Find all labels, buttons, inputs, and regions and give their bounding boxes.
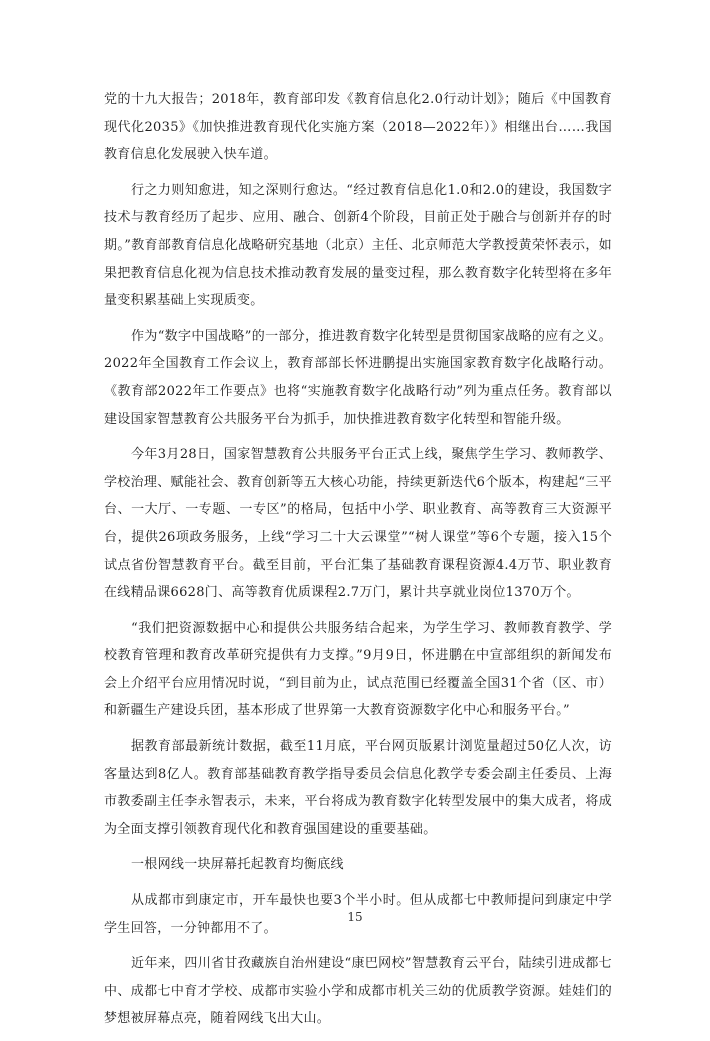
section-heading: 一根网线一块屏幕托起教育均衡底线 bbox=[131, 857, 344, 873]
paragraph-1: 党的十九大报告；2018年，教育部印发《教育信息化2.0行动计划》；随后《中国教育现代化2035》《加快推进教育现代化实施方案（2018—2022年）》相继出台……我国教育信息化发展驶入快车道。 bbox=[104, 92, 612, 163]
article-body bbox=[104, 86, 612, 1041]
paragraph-8: 近年来，四川省甘孜藏族自治州建设“康巴网校”智慧教育云平台，陆续引进成都七中、成都七中育才学校、成都市实验小学和成都市机关三幼的优质教学资源。娃娃们的梦想被屏幕点亮，随着网线飞出大山。 bbox=[104, 956, 612, 1027]
paragraph-3: 作为“数字中国战略”的一部分，推进教育数字化转型是贯彻国家战略的应有之义。2022年全国教育工作会议上，教育部部长怀进鹏提出实施国家教育数字化战略行动。《教育部2022年工作要点》也将“实施教育数字化战略行动”列为重点任务。教育部以建设国家智慧教育公共服务平台为抓手，加快推进教育数字化转型和智能升级。 bbox=[104, 328, 612, 427]
paragraph-4: 今年3月28日，国家智慧教育公共服务平台正式上线，聚焦学生学习、教师教学、学校治理、赋能社会、教育创新等五大核心功能，持续更新迭代6个版本，构建起“三平台、一大厅、一专题、一专区”的格局，包括中小学、职业教育、高等教育三大资源平台，提供26项政务服务，上线“学习二十大云课堂”“树人课堂”等6个专题，接入15个试点省份智慧教育平台。截至目前，平台汇集了基础教育课程资源4.4万节、职业教育在线精品课6628门、高等教育优质课程2.7万门，累计共享就业岗位1370万个。 bbox=[104, 447, 612, 601]
paragraph-6: 据教育部最新统计数据，截至11月底，平台网页版累计浏览量超过50亿人次，访客量达到8亿人。教育部基础教育教学指导委员会信息化教学专委会副主任委员、上海市教委副主任李永智表示，未来，平台将成为教育数字化转型发展中的集大成者，将成为全面支撑引领教育现代化和教育强国建设的重要基础。 bbox=[104, 739, 612, 837]
paragraph-7: 从成都市到康定市，开车最快也要3个半小时。但从成都七中教师提问到康定中学学生回答，一分钟都用不了。 bbox=[104, 893, 612, 936]
paragraph-5: “我们把资源数据中心和提供公共服务结合起来，为学生学习、教师教育教学、学校教育管理和教育改革研究提供有力支撑。”9月9日，怀进鹏在中宣部组织的新闻发布会上介绍平台应用情况时说，“到目前为止，试点范围已经覆盖全国31个省（区、市）和新疆生产建设兵团，基本形成了世界第一大教育资源数字化中心和服务平台。” bbox=[104, 620, 612, 719]
page-number: 15 bbox=[347, 910, 363, 924]
paragraph-2: 行之力则知愈进，知之深则行愈达。“经过教育信息化1.0和2.0的建设，我国数字技术与教育经历了起步、应用、融合、创新4个阶段，目前正处于融合与创新并存的时期。”教育部教育信息化战略研究基地（北京）主任、北京师范大学教授黄荣怀表示，如果把教育信息化视为信息技术推动教育发展的量变过程，那么教育数字化转型将在多年量变积累基础上实现质变。 bbox=[104, 182, 612, 309]
